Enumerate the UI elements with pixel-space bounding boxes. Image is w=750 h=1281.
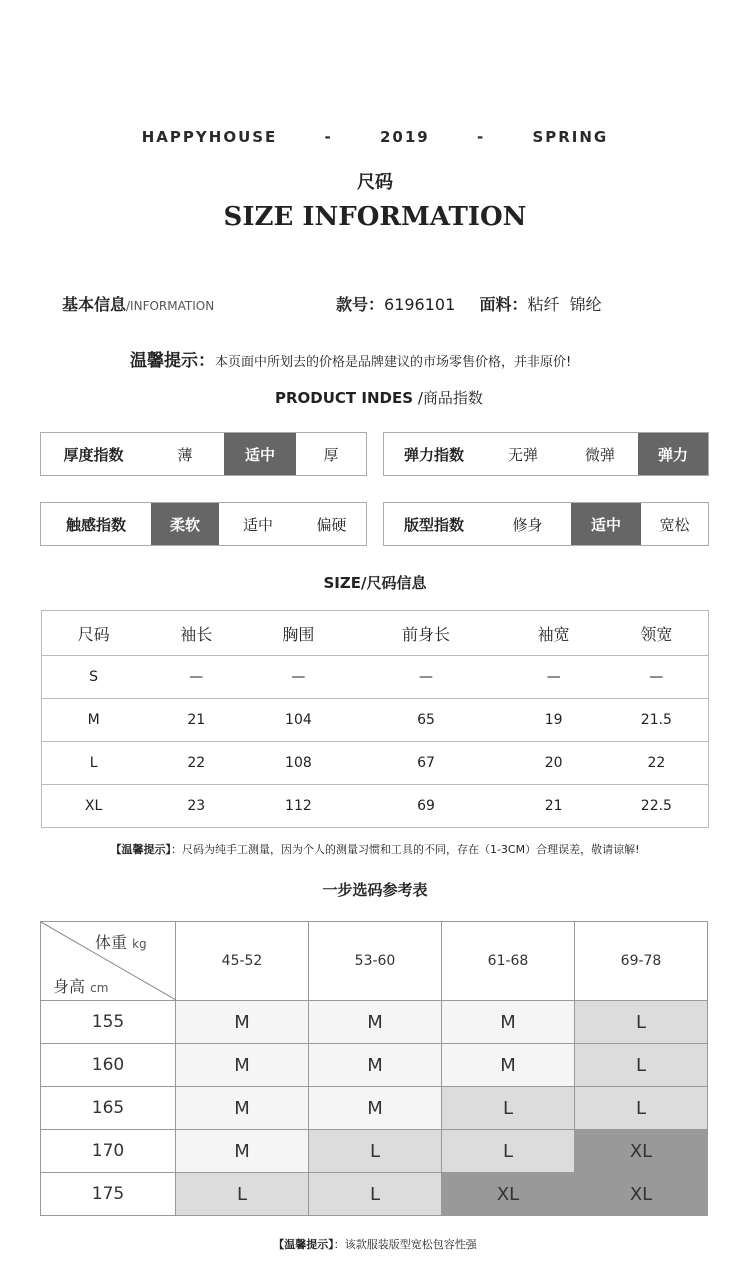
height-unit: cm: [90, 981, 109, 995]
fit-note-text: ：该款服装版型宽松包容性强: [333, 1238, 477, 1251]
table-cell: 21: [503, 785, 605, 828]
size-cell: M: [309, 1044, 442, 1087]
index-option: 偏硬: [316, 515, 347, 534]
measure-note: [0, 841, 750, 857]
size-section-title: SIZE/尺码信息: [323, 574, 427, 592]
size-cell: L: [575, 1087, 708, 1130]
size-table-header-cell: 尺码: [42, 611, 146, 656]
table-cell: 20: [503, 742, 605, 785]
size-cell: M: [442, 1001, 575, 1044]
index-option-selected: 弹力: [638, 433, 708, 475]
size-cell: XL: [575, 1130, 708, 1173]
index-option-selected: 适中: [224, 433, 296, 475]
basic-info-label: [62, 292, 214, 315]
size-cell: M: [309, 1001, 442, 1044]
table-cell: S: [42, 656, 146, 699]
size-cell: M: [176, 1001, 309, 1044]
table-cell: 21: [145, 699, 247, 742]
table-cell: 67: [349, 742, 502, 785]
style-info: [336, 292, 602, 315]
recommend-header-row: [41, 922, 708, 1001]
size-table-header-cell: 领宽: [605, 611, 709, 656]
height-label: 身高: [53, 977, 86, 996]
recommend-row: [41, 1173, 708, 1216]
size-cell: L: [309, 1173, 442, 1216]
height-value: 160: [41, 1044, 176, 1087]
recommend-row: [41, 1044, 708, 1087]
style-number: 6196101: [384, 295, 456, 314]
table-row: [42, 699, 709, 742]
table-cell: XL: [42, 785, 146, 828]
height-value: 165: [41, 1087, 176, 1130]
table-row: [42, 785, 709, 828]
size-table-header-cell: 袖宽: [503, 611, 605, 656]
height-label-group: [53, 974, 108, 997]
index-thickness: [40, 432, 367, 476]
style-number-label: 款号：: [336, 295, 385, 314]
brand-dash: -: [324, 128, 333, 146]
size-table-header: [42, 611, 709, 656]
product-index-en: PRODUCT INDES: [275, 389, 414, 407]
recommend-row: [41, 1130, 708, 1173]
brand-line: [0, 128, 750, 146]
size-cell: M: [442, 1044, 575, 1087]
brand-dash: -: [476, 128, 486, 146]
index-name: 厚度指数: [63, 445, 124, 464]
table-cell: 22.5: [605, 785, 709, 828]
table-row: [42, 742, 709, 785]
corner-cell: [41, 922, 176, 1001]
table-cell: 22: [145, 742, 247, 785]
index-option-selected: 柔软: [151, 503, 219, 545]
weight-label: 体重: [95, 933, 128, 952]
size-table: [41, 610, 709, 828]
table-cell: L: [42, 742, 146, 785]
index-option: 适中: [242, 515, 273, 534]
size-cell: M: [176, 1044, 309, 1087]
index-elasticity: [383, 432, 709, 476]
fabric-value: 粘纤 锦纶: [527, 295, 602, 314]
table-cell: M: [42, 699, 146, 742]
index-touch: [40, 502, 367, 546]
index-name: 版型指数: [403, 515, 464, 534]
index-option: 微弹: [584, 445, 615, 464]
index-name: 弹力指数: [403, 445, 464, 464]
table-cell: —: [247, 656, 349, 699]
product-index-heading: [275, 387, 483, 408]
fabric-label: 面料：: [479, 295, 528, 314]
weight-range: 69-78: [575, 922, 708, 1001]
table-cell: 69: [349, 785, 502, 828]
size-cell: L: [575, 1001, 708, 1044]
weight-range: 45-52: [176, 922, 309, 1001]
index-name: 触感指数: [65, 515, 126, 534]
recommend-row: [41, 1001, 708, 1044]
index-option: 无弹: [507, 445, 538, 464]
price-tip: [130, 346, 571, 371]
index-option: 薄: [177, 445, 193, 464]
brand-name: HAPPYHOUSE: [141, 128, 278, 146]
tip-text: 本页面中所划去的价格是品牌建议的市场零售价格，并非原价!: [215, 355, 572, 370]
fit-note-label: 【温馨提示】: [273, 1238, 334, 1251]
size-cell: XL: [442, 1173, 575, 1216]
weight-range: 61-68: [442, 922, 575, 1001]
measure-note-label: 【温馨提示】: [110, 843, 171, 856]
size-cell: L: [575, 1044, 708, 1087]
table-row: [42, 656, 709, 699]
index-option: 修身: [512, 515, 543, 534]
brand-season: SPRING: [532, 128, 609, 146]
weight-label-group: [95, 930, 147, 953]
size-cell: L: [309, 1130, 442, 1173]
fit-note: [0, 1236, 750, 1252]
product-index-cn: /商品指数: [417, 389, 483, 407]
recommend-title: 一步选码参考表: [322, 881, 428, 899]
height-value: 170: [41, 1130, 176, 1173]
size-cell: L: [176, 1173, 309, 1216]
table-cell: 108: [247, 742, 349, 785]
size-cell: M: [309, 1087, 442, 1130]
size-cell: L: [442, 1087, 575, 1130]
recommend-row: [41, 1087, 708, 1130]
weight-range: 53-60: [309, 922, 442, 1001]
index-fit: [383, 502, 709, 546]
table-cell: —: [349, 656, 502, 699]
size-cell: L: [442, 1130, 575, 1173]
tip-label: 温馨提示：: [130, 351, 215, 371]
table-cell: 21.5: [605, 699, 709, 742]
table-cell: 65: [349, 699, 502, 742]
height-value: 175: [41, 1173, 176, 1216]
size-cell: XL: [575, 1173, 708, 1216]
size-table-header-cell: 袖长: [145, 611, 247, 656]
table-cell: —: [605, 656, 709, 699]
cn-title: 尺码: [357, 172, 393, 193]
index-option: 厚: [323, 445, 339, 464]
index-option-selected: 适中: [571, 503, 641, 545]
table-cell: 104: [247, 699, 349, 742]
table-cell: 112: [247, 785, 349, 828]
en-title: SIZE INFORMATION: [223, 202, 527, 232]
table-cell: 23: [145, 785, 247, 828]
measure-note-text: ：尺码为纯手工测量，因为个人的测量习惯和工具的不同，存在（1-3CM）合理误差，敬请谅解!: [170, 843, 640, 856]
size-table-header-cell: 胸围: [247, 611, 349, 656]
brand-year: 2019: [380, 128, 430, 146]
height-value: 155: [41, 1001, 176, 1044]
table-cell: —: [503, 656, 605, 699]
basic-info-sub: /INFORMATION: [126, 299, 215, 313]
table-cell: —: [145, 656, 247, 699]
size-cell: M: [176, 1130, 309, 1173]
recommend-table: [40, 921, 708, 1216]
table-cell: 22: [605, 742, 709, 785]
size-table-header-cell: 前身长: [349, 611, 502, 656]
weight-unit: kg: [132, 937, 147, 951]
size-cell: M: [176, 1087, 309, 1130]
table-cell: 19: [503, 699, 605, 742]
index-option: 宽松: [659, 515, 690, 534]
basic-info-title: 基本信息: [62, 295, 127, 314]
